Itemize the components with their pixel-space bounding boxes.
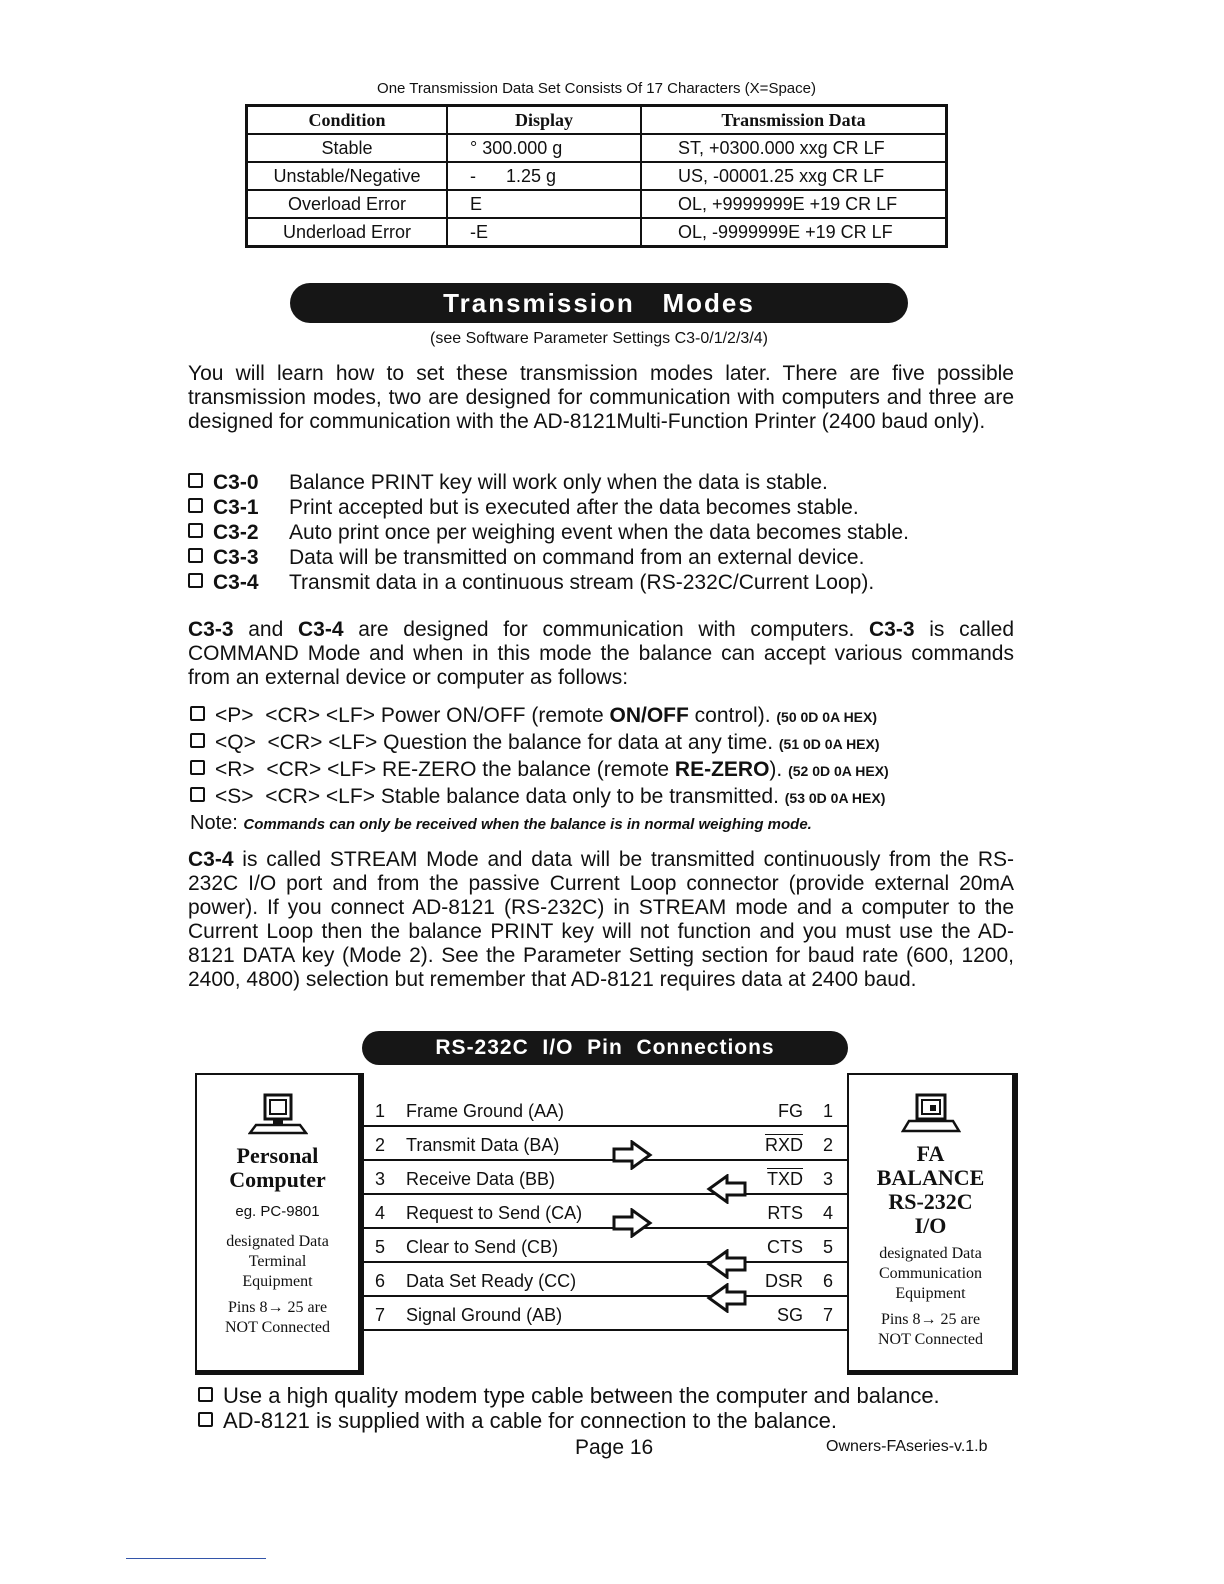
pc-pins-note: Pins 8→ 25 are — [227, 1299, 328, 1316]
checkbox-bullet-icon — [188, 473, 203, 488]
pin-row — [362, 1093, 847, 1127]
balance-terminal-icon — [901, 1091, 961, 1137]
page-number: Page 16 — [575, 1436, 654, 1459]
pc-title: Personal — [236, 1143, 319, 1168]
fa-title: I/O — [914, 1213, 947, 1238]
text-run: are designed for communication with computers. — [343, 618, 870, 641]
table-row — [247, 134, 947, 162]
pin-number: 4 — [375, 1203, 386, 1223]
arrow-left-icon — [705, 1283, 747, 1313]
modes-intro-paragraph: You will learn how to set these transmission modes later. There are five possible transmission modes, two are designed for communication with computers and three are designed for communication with the AD-8121Multi-Function Printer (2400 baud only). — [188, 362, 1014, 433]
command-lf: <LF> — [327, 758, 377, 781]
pin-row — [362, 1161, 847, 1195]
pin-number-right: 4 — [822, 1203, 833, 1223]
command-hex: (52 0D 0A HEX) — [788, 763, 889, 779]
pin-number: 2 — [375, 1135, 386, 1155]
text-run: is called COMMAND Mode and when in this mode the balance can accept various commands from an external device or computer as follows: — [188, 618, 1014, 689]
list-item — [198, 1383, 940, 1408]
pin-label: Clear to Send (CB) — [406, 1237, 559, 1257]
pc-example: eg. PC-9801 — [235, 1203, 320, 1220]
pc-desc: designated Data — [226, 1233, 329, 1250]
mode-code: C3-4 — [188, 848, 234, 871]
table-cell: Underload Error — [247, 218, 448, 247]
command-bold: ON/OFF — [609, 704, 689, 727]
pin-signal: $\overline{RXD}$ — [764, 1135, 803, 1155]
pin-row — [362, 1229, 847, 1263]
fa-pins-note: Pins 8→ 25 are — [880, 1311, 981, 1328]
computer-icon — [248, 1093, 308, 1139]
table-cell: - 1.25 g — [447, 162, 641, 190]
pin-number: 6 — [375, 1271, 386, 1291]
list-item — [188, 570, 909, 595]
modes-list — [188, 470, 909, 595]
pin-number: 1 — [375, 1101, 386, 1121]
list-item — [190, 784, 1020, 811]
pin-row — [362, 1263, 847, 1297]
arrow-right-icon — [612, 1140, 654, 1170]
mode-code: C3-2 — [213, 521, 259, 544]
table-cell: Stable — [247, 134, 448, 162]
table-cell: Unstable/Negative — [247, 162, 448, 190]
pin-number-right: 6 — [822, 1271, 833, 1291]
list-item — [190, 730, 1020, 757]
command-hex: (53 0D 0A HEX) — [784, 790, 886, 806]
rs232-banner: RS-232C I/O Pin Connections — [362, 1031, 848, 1065]
table-row — [247, 190, 947, 218]
note-text: AD-8121 is supplied with a cable for connection to the balance. — [223, 1408, 837, 1433]
fa-desc: designated Data — [879, 1245, 982, 1262]
mode-text: Auto print once per weighing event when the data becomes stable. — [289, 521, 909, 544]
command-cr: <CR> — [265, 704, 321, 727]
pin-number: 7 — [375, 1305, 386, 1325]
text-run: and — [233, 618, 298, 641]
arrow-right-icon — [612, 1208, 654, 1238]
command-cr: <CR> — [267, 731, 323, 754]
arrow-left-icon — [705, 1174, 747, 1204]
command-key: <P> — [215, 704, 254, 727]
fa-title: FA — [916, 1141, 945, 1166]
list-item — [190, 757, 1020, 784]
pin-line — [358, 1329, 847, 1331]
command-cr: <CR> — [266, 758, 322, 781]
pin-signal: SG — [776, 1305, 803, 1325]
checkbox-bullet-icon — [198, 1412, 213, 1427]
checkbox-bullet-icon — [188, 498, 203, 513]
mode-code: C3-0 — [213, 471, 259, 494]
list-item — [188, 495, 909, 520]
command-key: <R> — [215, 758, 255, 781]
table-cell: US, -00001.25 xxg CR LF — [641, 162, 947, 190]
pc-desc: Equipment — [242, 1273, 313, 1290]
checkbox-bullet-icon — [188, 573, 203, 588]
mode-code: C3-3 — [188, 618, 234, 641]
mode-code: C3-3 — [869, 618, 915, 641]
table-cell: OL, -9999999E +19 CR LF — [641, 218, 947, 247]
command-mode-paragraph — [188, 618, 1014, 690]
fa-title: RS-232C — [888, 1189, 973, 1214]
pin-number-right: 1 — [822, 1101, 833, 1121]
table-cell: -E — [447, 218, 641, 247]
list-item — [198, 1408, 940, 1433]
note-text: Commands can only be received when the balance is in normal weighing mode. — [243, 816, 812, 833]
transmission-data-table — [245, 104, 948, 248]
pc-title: Computer — [229, 1167, 326, 1192]
mode-code: C3-3 — [213, 546, 259, 569]
stream-mode-paragraph — [188, 848, 1014, 992]
fa-desc: Communication — [878, 1265, 983, 1282]
table-cell: ° 300.000 g — [447, 134, 641, 162]
list-item — [188, 520, 909, 545]
column-header: Condition — [247, 106, 448, 135]
fa-pins-note: NOT Connected — [877, 1331, 983, 1348]
note-text: Use a high quality modem type cable between the computer and balance. — [223, 1383, 940, 1408]
table-cell: ST, +0300.000 xxg CR LF — [641, 134, 947, 162]
pin-signal: $\overline{TXD}$ — [767, 1169, 803, 1189]
fa-title: BALANCE — [876, 1165, 985, 1190]
checkbox-bullet-icon — [190, 733, 205, 748]
table-cell: E — [447, 190, 641, 218]
command-desc-end: control). — [688, 704, 771, 727]
pc-pins-note: NOT Connected — [224, 1319, 330, 1336]
pin-number-right: 5 — [822, 1237, 833, 1257]
list-item — [188, 470, 909, 495]
note-label: Note: — [190, 812, 238, 834]
bottom-rule — [126, 1558, 266, 1559]
pin-number-right: 3 — [822, 1169, 833, 1189]
pin-signal: DSR — [764, 1271, 803, 1291]
fa-balance-box — [847, 1073, 1018, 1375]
fa-desc: Equipment — [895, 1285, 966, 1302]
pin-label: Data Set Ready (CC) — [406, 1271, 577, 1291]
pin-signal: CTS — [767, 1237, 803, 1257]
table-header-row — [247, 106, 947, 135]
mode-text: Data will be transmitted on command from an external device. — [289, 546, 865, 569]
pin-number-right: 7 — [822, 1305, 833, 1325]
mode-text: Transmit data in a continuous stream (RS-232C/Current Loop). — [289, 571, 875, 594]
mode-text: Print accepted but is executed after the data becomes stable. — [289, 496, 859, 519]
pin-label: Request to Send (CA) — [406, 1203, 583, 1223]
transmission-modes-banner: Transmission Modes — [290, 283, 908, 323]
table-cell: Overload Error — [247, 190, 448, 218]
checkbox-bullet-icon — [188, 523, 203, 538]
modes-subtitle: (see Software Parameter Settings C3-0/1/2/3/4) — [430, 330, 768, 347]
command-key: <Q> — [215, 731, 256, 754]
note — [190, 811, 1020, 837]
checkbox-bullet-icon — [188, 548, 203, 563]
command-list — [190, 703, 1020, 837]
list-item — [190, 703, 1020, 730]
command-desc: Power ON/OFF (remote — [380, 704, 610, 727]
command-bold: RE-ZERO — [674, 758, 770, 781]
command-desc: Question the balance for data at any time. — [383, 731, 774, 754]
mode-text: Balance PRINT key will work only when the data is stable. — [289, 471, 828, 494]
table-caption: One Transmission Data Set Consists Of 17 Characters (X=Space) — [377, 80, 816, 97]
pc-desc: Terminal — [248, 1253, 307, 1270]
arrow-left-icon — [705, 1249, 747, 1279]
command-lf: <LF> — [325, 704, 375, 727]
table-row — [247, 162, 947, 190]
list-item — [188, 545, 909, 570]
checkbox-bullet-icon — [190, 760, 205, 775]
table-row — [247, 218, 947, 247]
command-hex: (51 0D 0A HEX) — [778, 736, 880, 752]
pin-signal: FG — [778, 1101, 803, 1121]
text-run: is called STREAM Mode and data will be transmitted continuously from the RS-232C I/O port and from the passive Current Loop connector (provide external 20mA power). If you connect AD-8121 (RS-232C) in STREAM mode and a computer to the Current Loop then the balance PRINT key will not function and you must use the AD-8121 DATA key (Mode 2). See the Parameter Setting section for baud rate (600, 1200, 2400, 4800) selection but remember that AD-8121 requires data at 2400 baud. — [188, 848, 1014, 991]
command-cr: <CR> — [265, 785, 321, 808]
checkbox-bullet-icon — [190, 787, 205, 802]
column-header: Display — [447, 106, 641, 135]
command-lf: <LF> — [325, 785, 375, 808]
mode-code: C3-1 — [213, 496, 259, 519]
command-desc-end: ). — [769, 758, 783, 781]
pin-number: 5 — [375, 1237, 386, 1257]
document-id: Owners-FAseries-v.1.b — [826, 1438, 988, 1455]
pin-row — [362, 1127, 847, 1161]
command-desc: Stable balance data only to be transmitted. — [380, 785, 779, 808]
pin-label: Frame Ground (AA) — [406, 1101, 565, 1121]
command-desc: RE-ZERO the balance (remote — [381, 758, 675, 781]
pin-label: Receive Data (BB) — [406, 1169, 556, 1189]
pin-number: 3 — [375, 1169, 386, 1189]
pin-row — [362, 1297, 847, 1331]
pin-row — [362, 1195, 847, 1229]
personal-computer-box — [195, 1073, 364, 1375]
checkbox-bullet-icon — [198, 1387, 213, 1402]
pin-signal: RTS — [767, 1203, 803, 1223]
column-header: Transmission Data — [641, 106, 947, 135]
command-key: <S> — [215, 785, 254, 808]
checkbox-bullet-icon — [190, 706, 205, 721]
command-lf: <LF> — [328, 731, 378, 754]
table-cell: OL, +9999999E +19 CR LF — [641, 190, 947, 218]
mode-code: C3-4 — [213, 571, 259, 594]
pin-label: Signal Ground (AB) — [406, 1305, 563, 1325]
pin-label: Transmit Data (BA) — [406, 1135, 560, 1155]
pin-number-right: 2 — [822, 1135, 833, 1155]
cable-notes — [198, 1383, 940, 1433]
mode-code: C3-4 — [297, 618, 344, 641]
command-hex: (50 0D 0A HEX) — [776, 709, 878, 725]
